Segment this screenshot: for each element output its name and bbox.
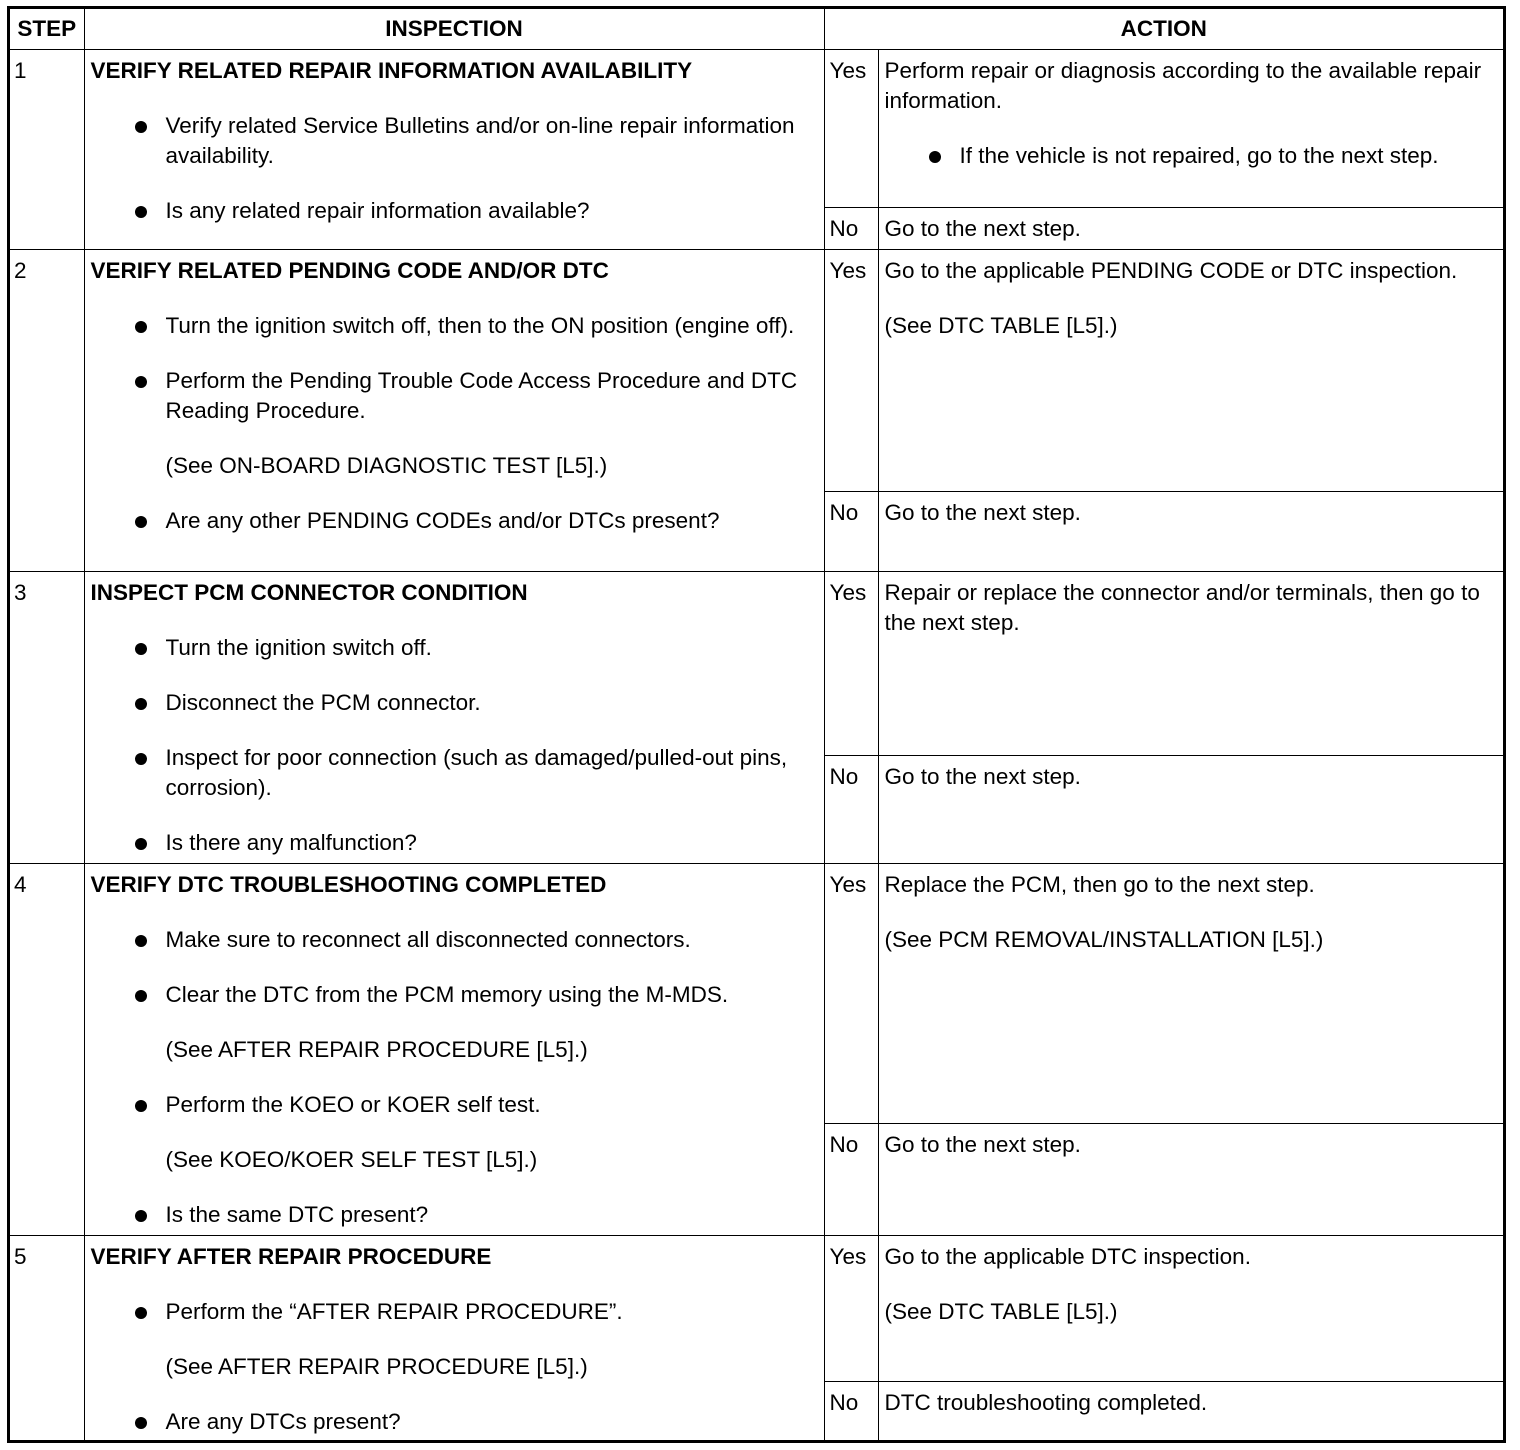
yes-label: Yes — [824, 250, 878, 492]
inspection-bullet: Are any other PENDING CODEs and/or DTCs present? — [91, 506, 818, 536]
action-reference: (See DTC TABLE [L5].) — [884, 1299, 1118, 1324]
inspection-bullet: Perform the KOEO or KOER self test. — [91, 1090, 818, 1120]
inspection-bullet: Is there any malfunction? — [91, 828, 818, 858]
action-text: Repair or replace the connector and/or terminals, then go to the next step. — [884, 580, 1480, 635]
action-text: Go to the next step. — [884, 764, 1081, 789]
no-label: No — [824, 1381, 878, 1441]
action-text: Go to the applicable DTC inspection. — [884, 1244, 1251, 1269]
step-number: 4 — [10, 864, 84, 1236]
action-text: Go to the next step. — [884, 216, 1081, 241]
header-action: ACTION — [824, 9, 1503, 50]
step-2-yes-row — [10, 250, 1503, 492]
action-text: Go to the next step. — [884, 500, 1081, 525]
step-3-yes-row — [10, 572, 1503, 756]
step-title: VERIFY RELATED PENDING CODE AND/OR DTC — [90, 258, 609, 283]
action-reference: (See DTC TABLE [L5].) — [884, 313, 1118, 338]
step-4-no-action — [878, 1124, 1503, 1236]
step-1-inspection — [84, 50, 824, 250]
yes-label: Yes — [824, 1236, 878, 1382]
yes-label: Yes — [824, 50, 878, 208]
step-5-yes-row — [10, 1236, 1503, 1382]
step-1-yes-action — [878, 50, 1503, 208]
step-5-yes-action — [878, 1236, 1503, 1382]
action-text: Replace the PCM, then go to the next step. — [884, 872, 1315, 897]
step-2-no-action — [878, 492, 1503, 572]
header-step: STEP — [10, 9, 84, 50]
inspection-bullet: Inspect for poor connection (such as damaged/pulled-out pins, corrosion). — [91, 743, 818, 803]
no-label: No — [824, 1124, 878, 1236]
troubleshooting-table-frame — [7, 6, 1506, 1443]
inspection-bullet: Perform the “AFTER REPAIR PROCEDURE”. — [91, 1297, 818, 1327]
inspection-bullet: Perform the Pending Trouble Code Access Procedure and DTC Reading Procedure. — [91, 366, 818, 426]
inspection-reference: (See ON-BOARD DIAGNOSTIC TEST [L5].) — [165, 453, 608, 478]
action-text: Go to the applicable PENDING CODE or DTC inspection. — [884, 258, 1458, 283]
inspection-bullet: Turn the ignition switch off. — [91, 633, 818, 663]
step-3-yes-action — [878, 572, 1503, 756]
inspection-bullet: Is the same DTC present? — [91, 1200, 818, 1230]
inspection-reference: (See AFTER REPAIR PROCEDURE [L5].) — [165, 1354, 588, 1379]
inspection-bullet: Clear the DTC from the PCM memory using the M-MDS. — [91, 980, 818, 1010]
inspection-bullet: Is any related repair information available? — [91, 196, 818, 226]
step-1-yes-row — [10, 50, 1503, 208]
header-row — [10, 9, 1503, 50]
steps-body — [10, 50, 1503, 1442]
inspection-bullet: Verify related Service Bulletins and/or on-line repair information availability. — [91, 111, 818, 171]
action-text: Perform repair or diagnosis according to the available repair information. — [884, 58, 1482, 113]
step-1-no-action — [878, 208, 1503, 250]
step-5-no-action — [878, 1381, 1503, 1441]
inspection-bullet: Make sure to reconnect all disconnected connectors. — [91, 925, 818, 955]
step-number: 3 — [10, 572, 84, 864]
inspection-reference: (See KOEO/KOER SELF TEST [L5].) — [165, 1147, 538, 1172]
header-inspection: INSPECTION — [84, 9, 824, 50]
step-title: INSPECT PCM CONNECTOR CONDITION — [90, 580, 528, 605]
step-title: VERIFY RELATED REPAIR INFORMATION AVAILABILITY — [90, 58, 693, 83]
inspection-bullet: Are any DTCs present? — [91, 1407, 818, 1437]
step-4-yes-row — [10, 864, 1503, 1124]
no-label: No — [824, 492, 878, 572]
no-label: No — [824, 756, 878, 864]
step-3-inspection — [84, 572, 824, 864]
step-title: VERIFY AFTER REPAIR PROCEDURE — [90, 1244, 492, 1269]
yes-label: Yes — [824, 864, 878, 1124]
troubleshooting-table — [10, 9, 1503, 1442]
step-number: 5 — [10, 1236, 84, 1442]
step-title: VERIFY DTC TROUBLESHOOTING COMPLETED — [90, 872, 607, 897]
action-bullet: If the vehicle is not repaired, go to the next step. — [885, 141, 1496, 171]
step-number: 1 — [10, 50, 84, 250]
step-3-no-action — [878, 756, 1503, 864]
action-reference: (See PCM REMOVAL/INSTALLATION [L5].) — [884, 927, 1324, 952]
step-4-yes-action — [878, 864, 1503, 1124]
inspection-bullet: Turn the ignition switch off, then to the ON position (engine off). — [91, 311, 818, 341]
inspection-bullet: Disconnect the PCM connector. — [91, 688, 818, 718]
step-2-yes-action — [878, 250, 1503, 492]
step-5-inspection — [84, 1236, 824, 1442]
action-text: Go to the next step. — [884, 1132, 1081, 1157]
action-text: DTC troubleshooting completed. — [884, 1389, 1208, 1415]
no-label: No — [824, 208, 878, 250]
step-number: 2 — [10, 250, 84, 572]
yes-label: Yes — [824, 572, 878, 756]
step-4-inspection — [84, 864, 824, 1236]
inspection-reference: (See AFTER REPAIR PROCEDURE [L5].) — [165, 1037, 588, 1062]
step-2-inspection — [84, 250, 824, 572]
